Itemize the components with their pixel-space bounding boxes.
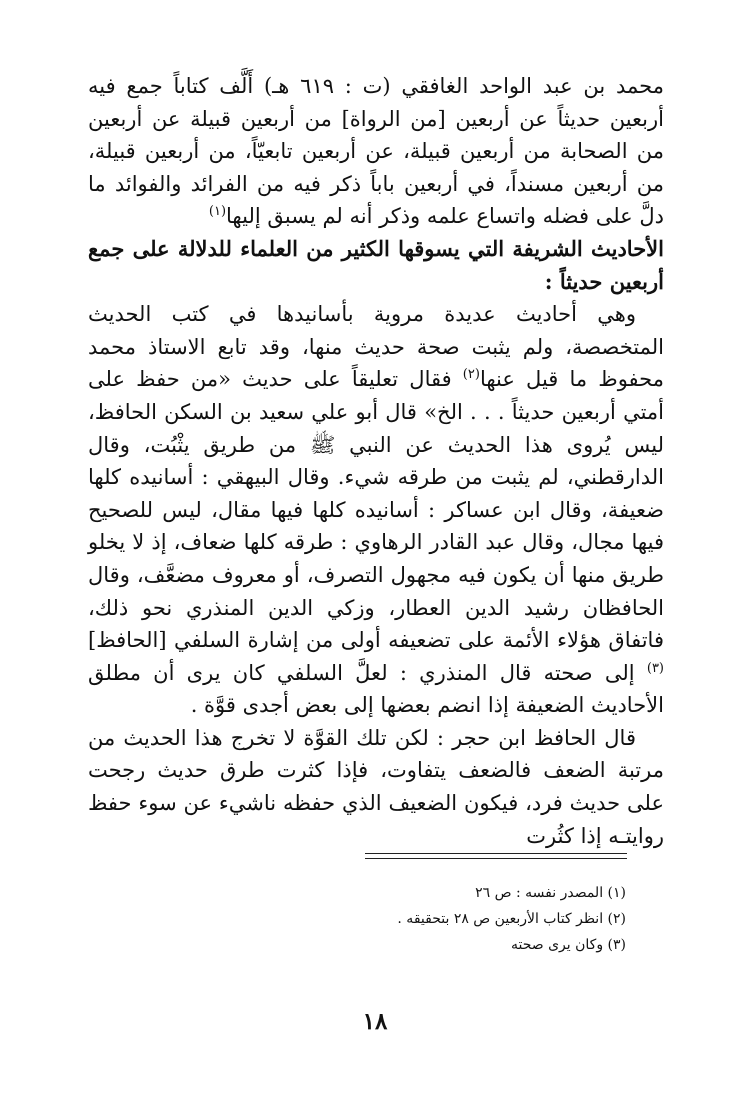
footnote-divider xyxy=(365,853,627,854)
footnote-divider-second xyxy=(365,858,627,859)
footnotes xyxy=(306,880,626,958)
footnote-ref-2: (٢) xyxy=(462,367,480,383)
page-number: ١٨ xyxy=(362,1008,388,1035)
footnote-ref-3: (٣) xyxy=(646,660,664,676)
footnote-1: (١) المصدر نفسه : ص ٢٦ xyxy=(475,885,626,901)
paragraph-intro: محمد بن عبد الواحد الغافقي (ت : ٦١٩ هـ) أَلَّف كتاباً جمع فيه أربعين حديثاً عن أربعين [من الرواة] من أربعين قبيلة عن أربعين من الصحابة من أربعين قبيلة، عن أربعين تابعيّاً، من أربعين قبيلة، من أربعين مسنداً، في أربعين باباً ذكر فيه من الفرائد والفوائد ما دلَّ على فضله واتساع علمه وذكر أنه لم يسبق إليها$^{(١)}$ xyxy=(88,74,664,229)
paragraph-hadith: وهي أحاديث عديدة مروية بأسانيدها في كتب الحديث المتخصصة، ولم يثبت صحة حديث منها، وقد تابع الاستاذ محمد محفوظ ما قيل عنها$^{(٢)}$ فقال تعليقاً على حديث «من حفظ على أمتي أربعين حديثاً . . . الخ» قال أبو علي سعيد بن السكن الحافظ، ليس يُروى هذا الحديث عن النبي ﷺ من طريق يثْبُت، وقال الدارقطني، لم يثبت من طرقه شيء. وقال البيهقي : أسانيده كلها ضعيفة، وقال ابن عساكر : أسانيده كلها فيها مقال، ليس للصحيح فيها مجال، وقال عبد القادر الرهاوي : طرقه كلها ضعاف، إذ لا يخلو طريق منها أن يكون فيه مجهول التصرف، أو معروف مضعَّف، وقال الحافظان رشيد الدين العطار، وزكي الدين المنذري نحو ذلك، فاتفاق هؤلاء الأئمة على تضعيفه أولى من إشارة السلفي [الحافظ]$^{(٣)}$ إلى صحته قال المنذري : لعلَّ السلفي كان يرى أن مطلق الأحاديث الضعيفة إذا انضم بعضها إلى بعض أجدى قوَّة . xyxy=(88,302,664,718)
section-heading: الأحاديث الشريفة التي يسوقها الكثير من العلماء للدلالة على جمع أربعين حديثاً : xyxy=(88,235,664,294)
paragraph-ibn-hajar: قال الحافظ ابن حجر : لكن تلك القوَّة لا تخرج هذا الحديث من مرتبة الضعف فالضعف يتفاوت، فإذا كثرت طرق حديث رجحت على حديث فرد، فيكون الضعيف الذي حفظه ناشيء عن سوء حفظ روايتـه إذا كثُرت xyxy=(88,725,664,848)
footnote-ref-1: (١) xyxy=(208,204,227,220)
footnote-3: (٣) وكان يرى صحته xyxy=(510,937,626,953)
footnote-2: (٢) انظر كتاب الأربعين ص ٢٨ بتحقيقه . xyxy=(397,911,626,927)
main-text xyxy=(88,70,664,852)
